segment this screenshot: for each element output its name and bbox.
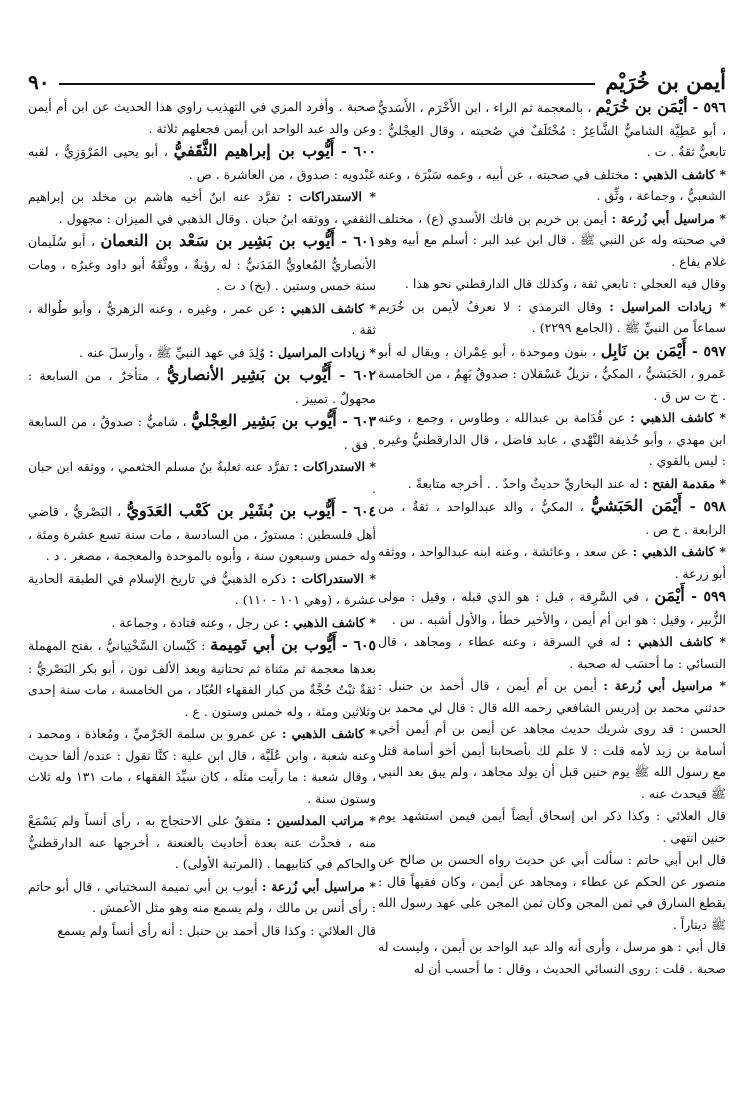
body-paragraph: صحبة . وأفرد المزي في التهذيب راوي هذا الحديث عن ابن أم أيمن وعن والد عبد الواحد ابن أيمن فجعلهم ثلاثة . [28, 99, 376, 136]
note-text: مختلف في صحبته ، عن أبيه ، وعمه سَبْرَة ، وعنه الشعبيُّ ، وجماعة ، وثِّق . [378, 166, 726, 203]
note-label: * مقدمة الفتح : [643, 475, 726, 491]
body-paragraph: وقال فيه العجلي : تابعي ثقة ، وكذلك قال الدارقطني نحو هذا . [404, 276, 726, 291]
body-paragraph: قال ابن أبي حاتم : سألت أبي عن حديث رواه الحسن بن صالح عن منصور عن الحكم عن عطاء ، ومجاهد عن أيمن ، وكان فقيهاً قال : يقطع السارق في ثمن المجن وكان ثمن المجن على عهد رسول الله ﷺ ديناراً . [378, 852, 726, 932]
note-paragraph [378, 631, 726, 674]
note-text: له في السرقة ، وعنه عطاء ، ومجاهد ، قال النسائي : ما أحسَب له صحبة . [378, 634, 726, 671]
entry-number: ٦٠٠ - [334, 144, 376, 160]
note-label: * الاستدراكات : [293, 459, 376, 474]
note-label: * كاشف الذهبي : [626, 634, 726, 649]
body-paragraph: قال العلائي : وكذا ذكر ابن إسحاق أيضاً أيمن فيمن استشهد يوم حنين انتهى . [378, 808, 726, 845]
note-text: تفرَّد عنه ثعلبةُ بنُ مسلم الخثعمي ، ووثقه ابن حبان . [28, 459, 376, 496]
entry-number: ٥٩٧ - [686, 343, 726, 360]
entry-text: ، المكيُّ ، والد عبدالواحد ، ثقةٌ ، من الرابعة . خ ص . [378, 499, 726, 537]
note-text: عن سعد ، وعائشة ، وعنه ابنه عبدالواحد ، ووثقه أبو زرعة . [378, 544, 726, 581]
note-text: عن عمر ، وغيره ، وعنه الزهريُّ ، وأبو طُوالة ، ثقة . [28, 300, 376, 337]
entry-name: أَيُّوب بن بَشِير بن سَعْد بن النعمان [100, 231, 335, 250]
biography-entry [378, 340, 726, 407]
note-paragraph [28, 723, 376, 809]
note-label: * كاشف الذهبي : [632, 544, 726, 559]
note-text: وُلِدَ في عهد النبيِّ ﷺ ، وأرسلَ عنه . [78, 344, 270, 360]
note-paragraph [28, 810, 376, 875]
note-text: عن عمرو بن سلمة الجَرْميِّ ، ومُعاذة ، ومحمد ، وعنه شعبة ، وابن عُلَيَّة ، قال ابن علية : كنَّا نقول : عنده/ ألفا حديث ، وقال شعبة : ما رأيت مثلَه ، كان سيِّدَ الفقهاء ، مات ١٣١ وله ثلاث وستون سنة . [28, 726, 376, 806]
entry-number: ٦٠١ - [334, 234, 376, 250]
entry-text: : كَيْسان السَّخْتِيانيُّ ، بفتح المهملة بعدها معجمة ثم مثناة ثم تحتانية وبعد الألف نون ، أبو بكر البَصْريُّ : ثقةٌ ثبْتٌ حُجَّةٌ من كبار الفقهاء العُبّاد ، من الخامسة ، مات سنة إحدى وثلاثين ومئة ، وله خمس وستون . ع . [28, 638, 376, 719]
note-paragraph [378, 208, 726, 273]
note-label: * كاشف الذهبي : [283, 614, 376, 630]
entry-name: أَيْمَن بن خُرَيْم [595, 97, 688, 116]
note-text: ذكره الذهبيُّ في تاريخ الإسلام في الطبقة الحادية عشرة ، (وهي ١٠١ - ١١٠) . [28, 570, 376, 607]
note-label: * زيادات المراسيل : [609, 298, 726, 314]
right-column [378, 96, 726, 1086]
note-paragraph [378, 541, 726, 584]
note-paragraph [378, 164, 726, 207]
entry-name: أَيُّوب بن بَشِير العِجْليُّ [191, 411, 337, 430]
note-text: تفرَّد عنه ابنُ أخيه هاشم بن مخلد بن إبراهيم الثقفي ، ووثقه ابنُ حبان . وقال الذهبي في الميزان : مجهول . [28, 189, 376, 226]
note-paragraph [378, 473, 726, 495]
note-label: * الاستدراكات : [291, 570, 376, 586]
note-label: * الاستدراكات : [287, 189, 376, 204]
biography-entry [28, 140, 376, 185]
note-paragraph [28, 568, 376, 611]
note-text: أيمن بن أم أيمن ، قال أحمد بن حنبل : حدثني محمد بن إدريس الشافعي رحمه الله قال : قال لي محمد بن الحسن : قد روى شريك حديث مجاهد عن أيمن بن أم أيمن أخي أسامة بن زيد لأمه قلت : لا علم لك بأصحابنا أيمن أخو أسامة قتل مع رسول الله ﷺ يوم حنين قبل أن يولد مجاهد ، ولم يبق بعد النبي ﷺ فيحدث عنه . [378, 678, 726, 801]
biography-entry [28, 634, 376, 722]
header-rule [59, 83, 595, 85]
entry-text: ، أبو يحيى المَرْوَزِيُّ ، لقبه عَبْدويه : صدوق ، من العاشرة . ص . [28, 144, 376, 182]
entry-name: أَيْمَن الحَبَشيُّ [590, 496, 682, 515]
note-label: * مراتب المدلسين : [266, 813, 376, 828]
entry-name: أَيُّوب بن أبي تَمِيمة [210, 635, 337, 654]
entry-name: أَيُّوب بن بَشِير الأنصاريُّ [166, 365, 332, 384]
note-text: عن رجل ، وعنه قتادة ، وجماعة . [111, 614, 284, 630]
entry-number: ٦٠٥ - [336, 638, 376, 654]
entry-text: ، متأخرٌ ، من السابعة : مجهولٌ . تمييز . [28, 368, 376, 406]
note-label: * زيادات المراسيل : [269, 344, 376, 360]
entry-text: ، بالمعجمة ثم الراء ، ابن الأَخْرَم ، الأَسَديُّ ، أبو عَطِيَّة الشاميُّ الشَّاعِرُ : مُخْتَلَفٌ في صُحبته ، وقال العِجْليُّ : تابعيٌّ ثقةٌ . ت . [378, 100, 726, 159]
entry-text: ، بنون وموحدة ، أبو عِمْران ، ويقال له أبو عَمرو ، الحَبَشيُّ ، المكيُّ ، نزيلُ عَسْقلان : صدوقٌ يَهِمُ ، من الخامسة . خ ت س ق . [378, 343, 726, 403]
biography-entry [378, 495, 726, 540]
note-text: متفقٌ على الاحتجاج به ، رأى أنساً ولم يَسْمَعْ منه ، فحدَّث عنه بعدة أحاديث بالعنعنة ، أخرجها عنه الدارقطنيُّ والحاكم في كتابيهما . (المرتبة الأولى) . [28, 813, 376, 871]
entry-number: ٦٠٤ - [335, 504, 376, 520]
entry-name: أَيُّوب بن بُشَيْر بن كَعْب العَدَويُّ [126, 501, 336, 520]
entry-text: ، أبو سُلَيمان الأنصاريُّ المُعاويُّ المَدَنيُّ : له رؤيةٌ ، ووثَّقَهُ أبو داود وغيرُه ، ومات سنة خمس وستين . (بخ) د ت . [28, 234, 376, 293]
left-column [28, 96, 376, 1086]
entry-text: ، في السَّرِقة ، قيل : هو الذي قبله ، وقيل : مولى الزُّبير ، وقيل : هو ابن أم أيمن ، والأخير خطأ ، والأول أشبه . س . [378, 589, 726, 627]
entry-number: ٥٩٦ - [687, 100, 726, 116]
entry-name: أَيُّوب بن إبراهيم الثَّقَفيُّ [173, 141, 335, 160]
entry-name: أَيْمَن [654, 586, 685, 605]
note-label: * كاشف الذهبي : [280, 300, 376, 316]
biography-entry [28, 410, 376, 455]
note-label: * مراسيل أبي زُرعة : [603, 678, 726, 693]
running-title: أيمن بن خُرَيْم [605, 69, 726, 94]
note-label: * مراسيل أبي زُرعة : [261, 878, 376, 894]
note-label: * مراسيل أبي زُرعة : [611, 210, 726, 226]
note-paragraph [28, 186, 376, 229]
biography-entry [378, 585, 726, 630]
note-text: أيوب بن أبي تميمة السختياني ، قال أبو حاتم : رأى أنس بن مالك ، ولم يسمع منه وهو مثل الأعمش . [28, 878, 376, 915]
entry-number: ٦٠٢ - [331, 368, 376, 384]
biography-entry [378, 96, 726, 163]
page-number: ٩٠ [28, 70, 50, 94]
note-paragraph [378, 296, 726, 339]
note-text: وقال الترمذي : لا نعرفُ لأيمن بن خُرَيم سماعاً من النبيِّ ﷺ . (الجامع ٢٢٩٩) . [378, 298, 726, 335]
entry-name: أَيْمَن بن نَابِل [600, 340, 687, 360]
page-header [28, 62, 726, 92]
body-paragraph: قال العلائي : وكذا قال أحمد بن حنبل : أنه رأى أنساً ولم يسمع [57, 922, 376, 938]
note-text: عن قُدَامة بن عبدالله ، وطاوس ، وجمع ، وعنه ابن مهدي ، وأبو حُذيفة النَّهْدي ، عابد فاضل ، قال الدارقطنيُّ وغيره : ليس بالقوي . [378, 410, 726, 468]
entry-number: ٥٩٩ - [684, 589, 726, 605]
note-paragraph [378, 675, 726, 804]
biography-entry [28, 500, 376, 567]
note-label: * كاشف الذهبي : [633, 166, 726, 182]
entry-number: ٦٠٣ - [336, 414, 376, 430]
note-paragraph [28, 612, 376, 634]
entry-text: ، شاميٌّ : صدوقٌ ، من السابعة . فق . [28, 414, 376, 452]
note-text: أيمن بن خريم بن فاتك الأسدي (ع) ، مختلف في صحبته وله عن النبي ﷺ . قال ابن عبد البر : أسلم مع أبيه وهو غلام يفاع . [378, 210, 726, 269]
note-paragraph [28, 876, 376, 919]
entry-text: ، البَصْريُّ ، قاضي أهل فلسطين : مستورٌ ، من السادسة ، مات سنة تسع عشرة ومئة ، وله خمس وسبعون سنة ، وأبوه بالموحدة والمعجمة ، مصغر . د . [28, 504, 376, 563]
entry-number: ٥٩٨ - [681, 499, 726, 515]
note-label: * كاشف الذهبي : [281, 726, 376, 741]
biography-entry [28, 230, 376, 297]
note-label: * كاشف الذهبي : [630, 410, 726, 425]
biography-entry [28, 364, 376, 409]
note-text: له عند البخاريِّ حديثٌ واحدٌ . . أخرجه متابعةً . [407, 475, 644, 491]
note-paragraph [28, 342, 376, 364]
note-paragraph [28, 298, 376, 341]
note-paragraph [28, 456, 376, 499]
body-paragraph: قال أبي : هو مرسل ، وأرى أنه والد عبد الواحد بن أيمن ، وليست له صحبة . قلت : روى النسائي الحديث ، وقال : ما أحسب أن له [378, 939, 726, 976]
note-paragraph [378, 407, 726, 472]
